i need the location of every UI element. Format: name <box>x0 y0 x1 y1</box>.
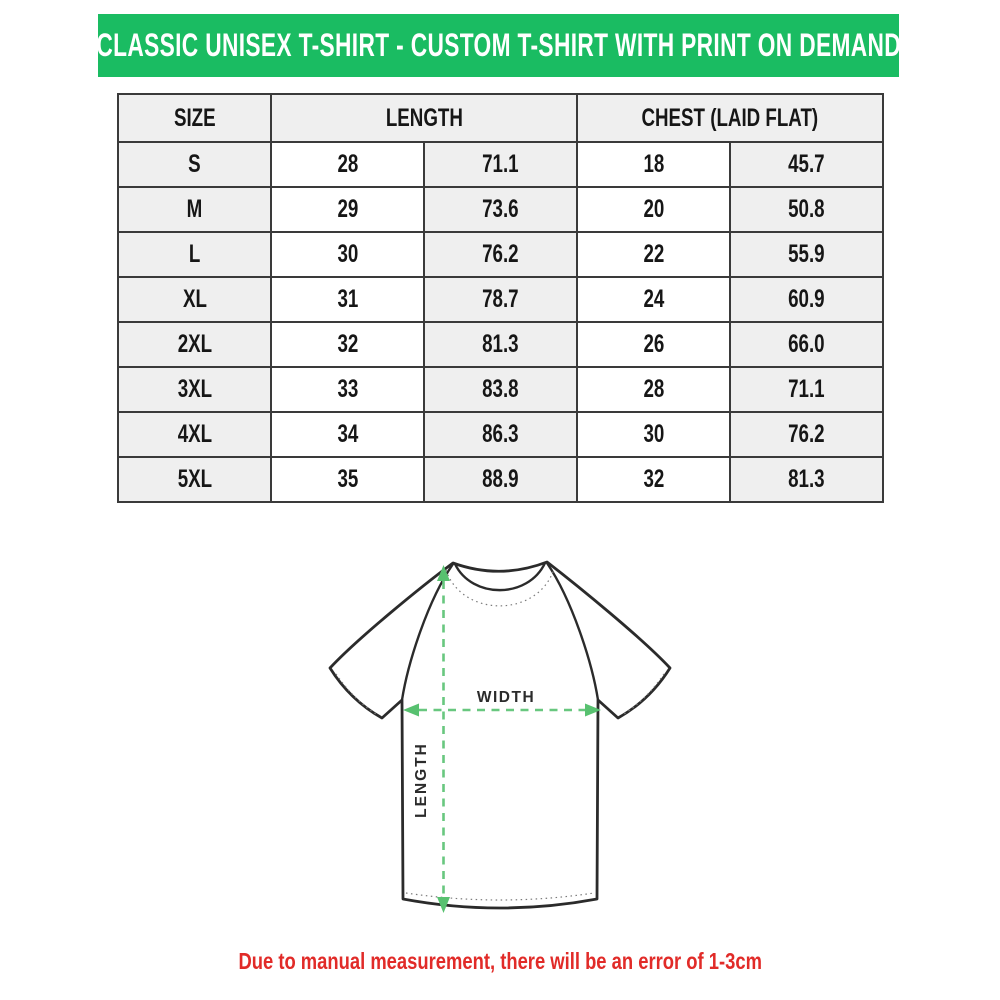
size-cell: 3XL <box>118 367 271 412</box>
chest-cm-cell: 60.9 <box>730 277 883 322</box>
length-in-cell: 35 <box>271 457 424 502</box>
title-banner <box>98 14 899 77</box>
length-in-cell: 34 <box>271 412 424 457</box>
tshirt-diagram <box>320 550 680 940</box>
chest-in-cell: 26 <box>577 322 730 367</box>
size-cell: M <box>118 187 271 232</box>
page-title: CLASSIC UNISEX T-SHIRT - CUSTOM T-SHIRT WITH PRINT ON DEMAND <box>96 27 901 63</box>
chest-in-cell: 18 <box>577 142 730 187</box>
length-cm-cell: 83.8 <box>424 367 577 412</box>
chest-cm-cell: 81.3 <box>730 457 883 502</box>
size-cell: S <box>118 142 271 187</box>
size-cell: XL <box>118 277 271 322</box>
length-label: LENGTH <box>413 742 430 818</box>
chest-in-cell: 20 <box>577 187 730 232</box>
table-row <box>118 277 883 322</box>
size-cell: L <box>118 232 271 277</box>
length-in-cell: 33 <box>271 367 424 412</box>
length-in-cell: 30 <box>271 232 424 277</box>
length-cm-cell: 73.6 <box>424 187 577 232</box>
size-cell: 2XL <box>118 322 271 367</box>
measurement-note-text: Due to manual measurement, there will be an error of 1-3cm <box>238 948 762 974</box>
chest-in-cell: 24 <box>577 277 730 322</box>
width-label: WIDTH <box>476 689 536 706</box>
length-cm-cell: 81.3 <box>424 322 577 367</box>
length-cm-cell: 78.7 <box>424 277 577 322</box>
length-cm-cell: 86.3 <box>424 412 577 457</box>
chest-in-cell: 28 <box>577 367 730 412</box>
chest-cm-cell: 71.1 <box>730 367 883 412</box>
table-row <box>118 457 883 502</box>
table-row <box>118 232 883 277</box>
size-cell: 4XL <box>118 412 271 457</box>
length-in-cell: 32 <box>271 322 424 367</box>
chest-cm-cell: 55.9 <box>730 232 883 277</box>
chest-cm-cell: 50.8 <box>730 187 883 232</box>
measurement-note <box>0 948 1000 975</box>
chest-cm-cell: 45.7 <box>730 142 883 187</box>
table-row <box>118 187 883 232</box>
col-header-size: SIZE <box>118 94 271 142</box>
size-chart-table <box>117 93 884 503</box>
col-header-chest: CHEST (LAID FLAT) <box>577 94 883 142</box>
length-in-cell: 29 <box>271 187 424 232</box>
table-row <box>118 142 883 187</box>
chest-cm-cell: 76.2 <box>730 412 883 457</box>
tshirt-outline <box>330 562 670 908</box>
length-in-cell: 31 <box>271 277 424 322</box>
chest-in-cell: 22 <box>577 232 730 277</box>
col-header-length: LENGTH <box>271 94 577 142</box>
length-cm-cell: 88.9 <box>424 457 577 502</box>
table-row <box>118 412 883 457</box>
length-cm-cell: 76.2 <box>424 232 577 277</box>
length-in-cell: 28 <box>271 142 424 187</box>
chest-in-cell: 30 <box>577 412 730 457</box>
length-cm-cell: 71.1 <box>424 142 577 187</box>
chest-cm-cell: 66.0 <box>730 322 883 367</box>
table-row <box>118 367 883 412</box>
size-cell: 5XL <box>118 457 271 502</box>
chest-in-cell: 32 <box>577 457 730 502</box>
table-header-row <box>118 94 883 142</box>
table-row <box>118 322 883 367</box>
